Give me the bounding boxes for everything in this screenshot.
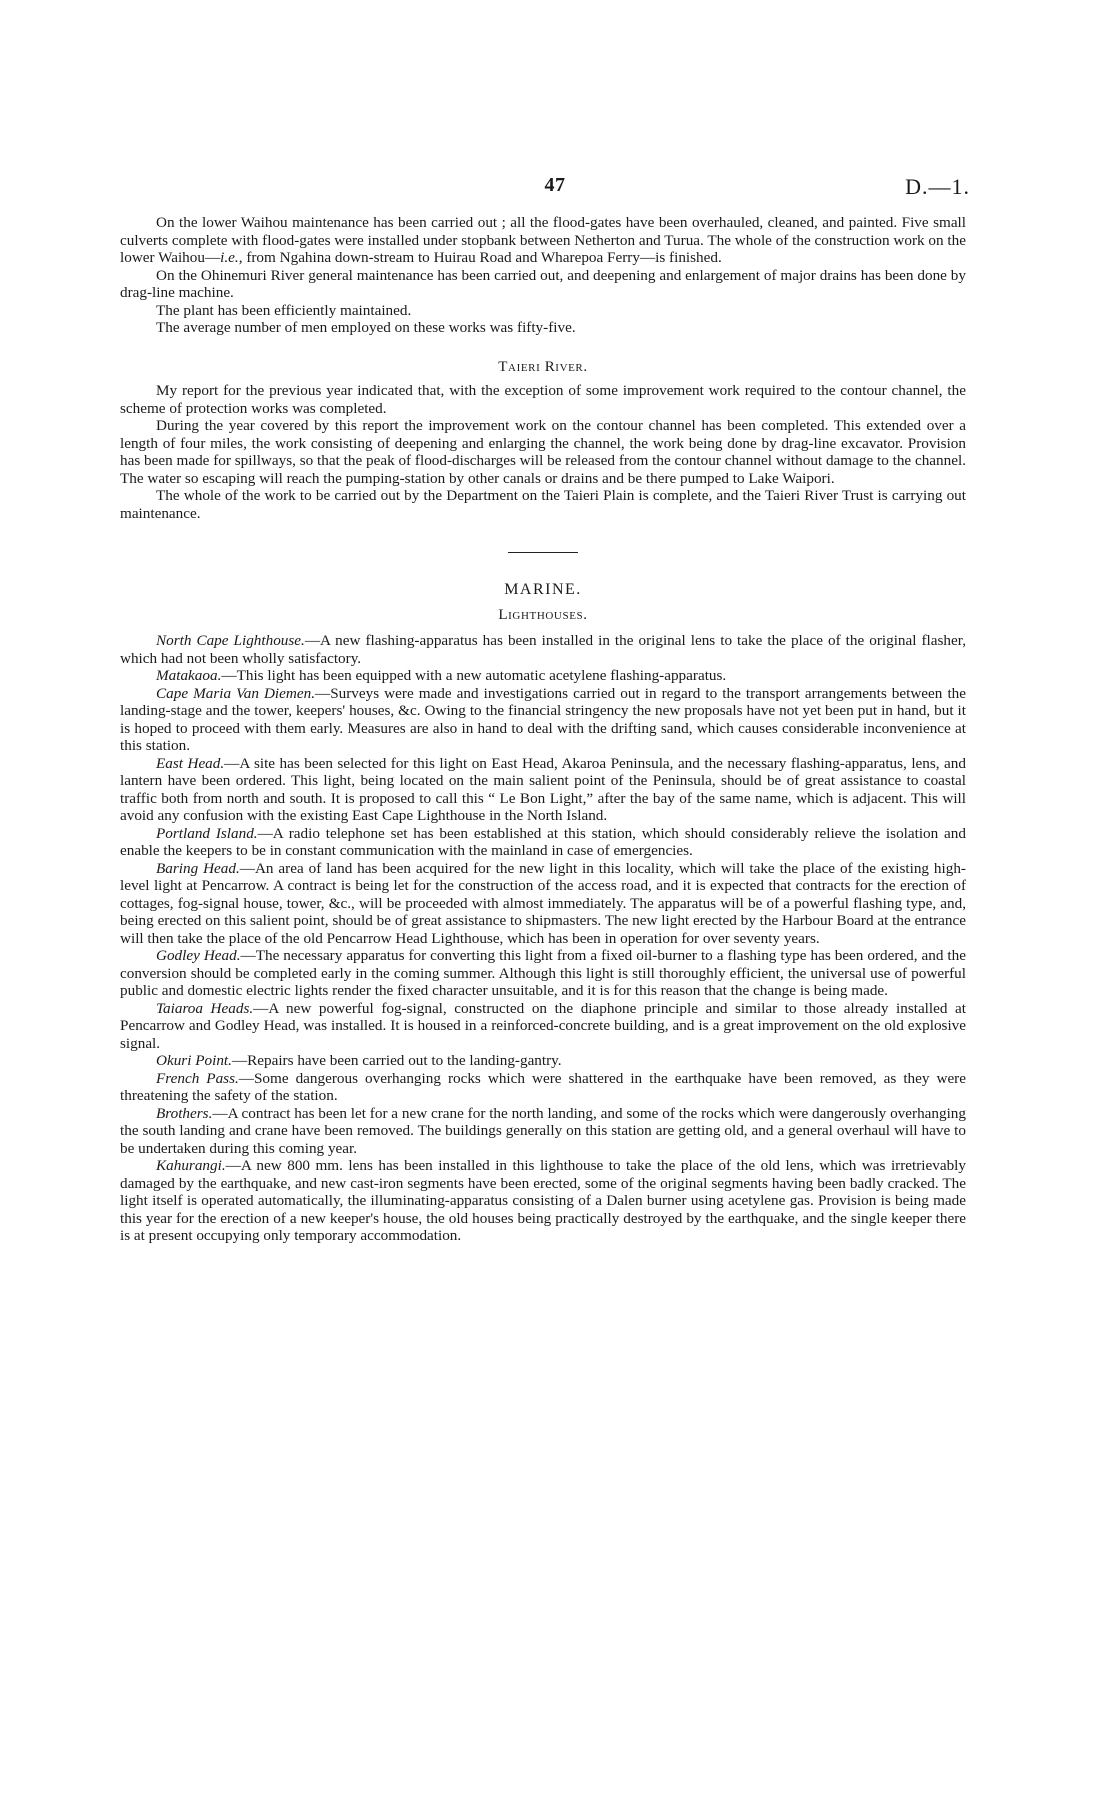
document-reference: D.—1. [905, 174, 970, 199]
taieri-river-heading: Taieri River. [498, 358, 588, 375]
waihou-paragraph-4: The average number of men employed on these works was fifty-five. [156, 319, 576, 336]
waihou-paragraph-1: On the lower Waihou maintenance has been carried out ; all the flood-gates have been overhauled, cleaned, and painted. Five small culverts complete with flood-gates were installed under stopbank between Netherton and Turua. The whole of the construction work on the lower Waihou—i.e., from Ngahina down-stream to Huirau Road and Wharepoa Ferry—is finished. [120, 214, 966, 266]
station-name: Taiaroa Heads. [156, 999, 254, 1017]
taieri-paragraph-3: The whole of the work to be carried out by the Department on the Taieri Plain is complete, and the Taieri River Trust is carrying out maintenance. [120, 487, 966, 522]
marine-heading: MARINE. [504, 581, 582, 598]
station-paragraph: Matakaoa.—This light has been equipped with a new automatic acetylene flashing-apparatus. [156, 667, 727, 684]
station-paragraph: Taiaroa Heads.—A new powerful fog-signal, constructed on the diaphone principle and similar to those already installed at Pencarrow and Godley Head, was installed. It is housed in a reinforced-concrete building, and is a great improvement on the old explosive signal. [120, 999, 966, 1052]
station-paragraph: East Head.—A site has been selected for this light on East Head, Akaroa Peninsula, and the necessary flashing-apparatus, lens, and lantern have been ordered. This light, being located on the main salient point of the Peninsula, should be of great assistance to coastal traffic both from north and south. It is proposed to call this “ Le Bon Light,” after the bay of the same name, which is adjacent. This will avoid any confusion with the existing East Cape Lighthouse in the North Island. [120, 754, 966, 824]
station-paragraph: Okuri Point.—Repairs have been carried out to the landing-gantry. [156, 1052, 562, 1069]
taieri-paragraph-1: My report for the previous year indicated that, with the exception of some improvement work required to the contour channel, the scheme of protection works was completed. [120, 382, 966, 417]
section-divider [508, 552, 578, 553]
station-name: Baring Head. [156, 859, 240, 877]
station-paragraph: Brothers.—A contract has been let for a new crane for the north landing, and some of the rocks which were dangerously overhanging the south landing and crane have been removed. The buildings generally on this station are getting old, and a general overhaul will have to be undertaken during this coming year. [120, 1104, 966, 1157]
station-paragraph: Cape Maria Van Diemen.—Surveys were made and investigations carried out in regard to the transport arrangements between the landing-stage and the tower, keepers' houses, &c. Owing to the financial stringency the new proposals have not yet been put in hand, but it is hoped to proceed with them early. Measures are also in hand to deal with the drifting sand, which causes considerable inconvenience at this station. [120, 684, 966, 754]
station-name: East Head. [156, 754, 225, 772]
station-name: French Pass. [156, 1069, 239, 1087]
station-paragraph: Portland Island.—A radio telephone set has been established at this station, which should considerably relieve the isolation and enable the keepers to be in constant communication with the mainland in case of emergencies. [120, 824, 966, 859]
station-paragraph: Baring Head.—An area of land has been acquired for the new light in this locality, which will take the place of the existing high-level light at Pencarrow. A contract is being let for the construction of the access road, and it is expected that contracts for the erection of cottages, fog-signal house, tower, &c., will be proceeded with almost immediately. The apparatus will be of a powerful flashing type, and, being erected on this salient point, should be of great assistance to shipmasters. The new light erected by the Harbour Board at the entrance will then take the place of the old Pencarrow Head Lighthouse, which has been in operation for over seventy years. [120, 859, 966, 947]
station-name: Cape Maria Van Diemen. [156, 684, 315, 702]
station-name: Brothers. [156, 1104, 213, 1122]
station-name: North Cape Lighthouse. [156, 632, 305, 649]
lighthouses-heading: Lighthouses. [498, 606, 588, 623]
waihou-paragraph-3: The plant has been efficiently maintained. [156, 301, 412, 319]
page-number: 47 [544, 174, 566, 196]
page-body [120, 214, 966, 1245]
station-paragraph: Kahurangi.—A new 800 mm. lens has been installed in this lighthouse to take the place of the old lens, which was irretrievably damaged by the earthquake, and new cast-iron segments have been erected, some of the original segments having been badly cracked. The light itself is operated automatically, the illuminating-apparatus consisting of a Dalen burner using acetylene gas. Provision is being made this year for the erection of a new keeper's house, the old houses being practically destroyed by the earthquake, and the single keeper there is at present occupying only temporary accommodation. [120, 1157, 966, 1244]
station-paragraph: Godley Head.—The necessary apparatus for converting this light from a fixed oil-burner to a flashing type has been ordered, and the conversion should be completed early in the coming summer. Although this light is still thoroughly efficient, the universal use of powerful public and domestic electric lights render the fixed character unsuitable, and it is for this reason that the change is being made. [120, 947, 966, 999]
waihou-paragraph-2: On the Ohinemuri River general maintenance has been carried out, and deepening and enlargement of major drains has been done by drag-line machine. [120, 266, 966, 301]
station-name: Godley Head. [156, 947, 241, 964]
station-paragraph: North Cape Lighthouse.—A new flashing-apparatus has been installed in the original lens to take the place of the original flasher, which had not been wholly satisfactory. [120, 632, 966, 667]
station-name: Portland Island. [156, 824, 258, 842]
taieri-paragraph-2: During the year covered by this report the improvement work on the contour channel has been completed. This extended over a length of four miles, the work consisting of deepening and enlarging the channel, the work being done by drag-line excavator. Provision has been made for spillways, so that the peak of flood-discharges will be released from the contour channel without damage to the channel. The water so escaping will reach the pumping-station by other canals or drains and be there pumped to Lake Waipori. [120, 417, 966, 487]
station-name: Matakaoa. [156, 667, 222, 684]
ie-abbreviation: i.e., [220, 249, 243, 266]
station-paragraph: French Pass.—Some dangerous overhanging rocks which were shattered in the earthquake have been removed, as they were threatening the safety of the station. [120, 1069, 966, 1104]
station-name: Okuri Point. [156, 1052, 232, 1069]
station-name: Kahurangi. [156, 1157, 226, 1174]
